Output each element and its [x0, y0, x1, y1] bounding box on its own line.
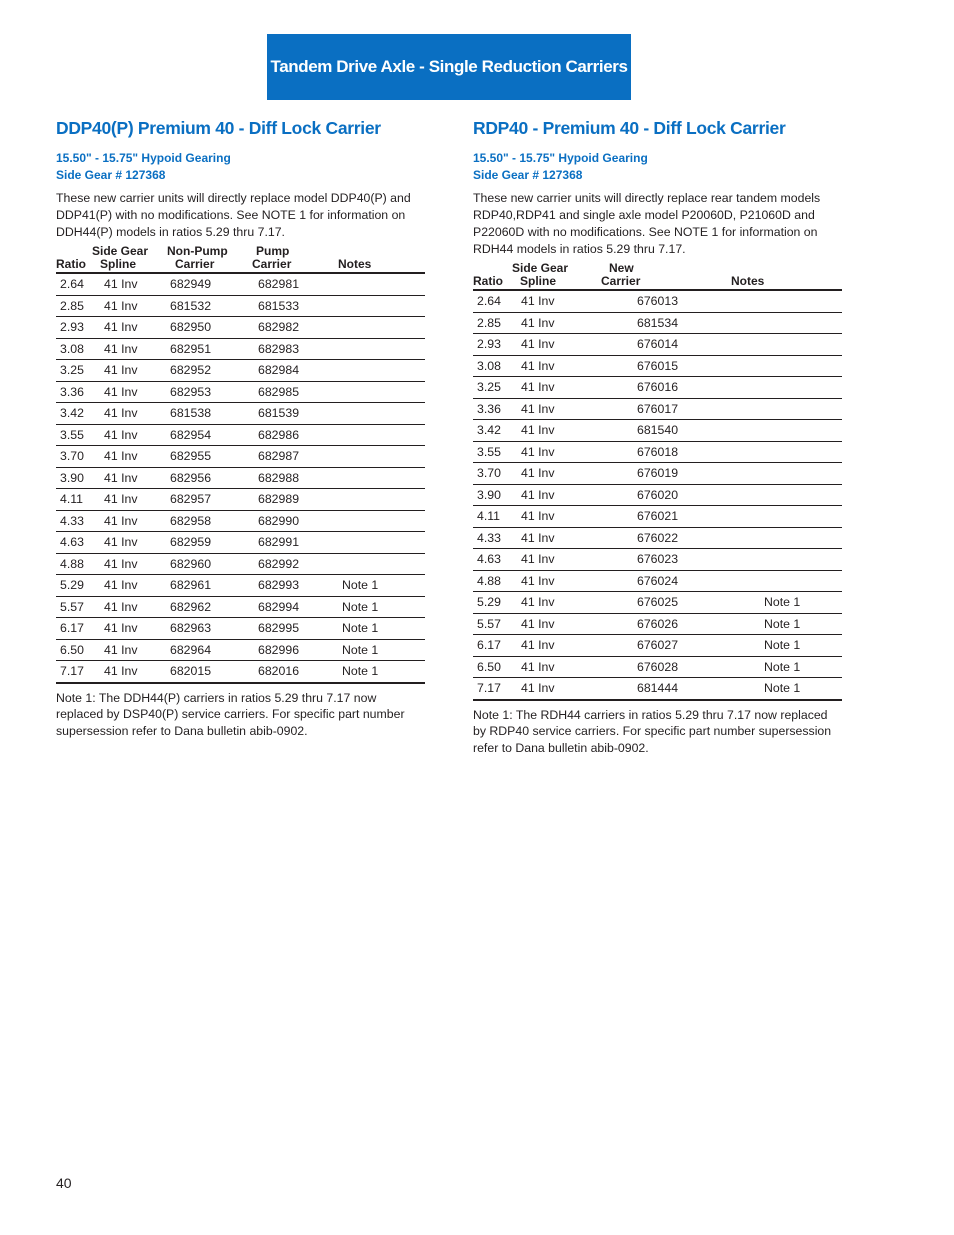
- cell-ratio: 5.29: [473, 592, 509, 614]
- cell-pump: 681533: [248, 295, 332, 317]
- cell-spline: 41 Inv: [509, 506, 601, 528]
- cell-nonpump: 682953: [162, 381, 248, 403]
- cell-ratio: 2.93: [56, 317, 92, 339]
- cell-spline: 41 Inv: [509, 549, 601, 571]
- cell-notes: [332, 424, 425, 446]
- cell-notes: [332, 360, 425, 382]
- cell-ratio: 4.63: [473, 549, 509, 571]
- cell-ratio: 6.17: [473, 635, 509, 657]
- cell-spline: 41 Inv: [92, 446, 162, 468]
- cell-ratio: 2.64: [473, 290, 509, 312]
- cell-spline: 41 Inv: [92, 575, 162, 597]
- cell-nonpump: 681532: [162, 295, 248, 317]
- cell-nonpump: 682961: [162, 575, 248, 597]
- cell-nonpump: 682963: [162, 618, 248, 640]
- cell-carrier: 681540: [601, 420, 714, 442]
- col-header-spline: [92, 245, 162, 273]
- cell-spline: 41 Inv: [92, 295, 162, 317]
- cell-spline: 41 Inv: [92, 424, 162, 446]
- right-gearing-label: 15.50" - 15.75" Hypoid Gearing: [473, 151, 648, 165]
- cell-carrier: 676025: [601, 592, 714, 614]
- table-row: [56, 446, 425, 468]
- header-label: Ratio: [56, 257, 86, 271]
- cell-notes: [332, 338, 425, 360]
- right-description: These new carrier units will directly replace rear tandem models RDP40,RDP41 and single axle model P20060D, P21060D and P22060D with no modifications. See NOTE 1 for information on RDH44 models in ratios 5.29 thru 7.17.: [473, 191, 821, 256]
- page-number: 40: [56, 1175, 72, 1191]
- cell-nonpump: 682962: [162, 596, 248, 618]
- cell-ratio: 3.55: [56, 424, 92, 446]
- cell-spline: 41 Inv: [92, 596, 162, 618]
- table-row: [56, 532, 425, 554]
- cell-nonpump: 681538: [162, 403, 248, 425]
- cell-pump: 682016: [248, 661, 332, 683]
- table-row: [473, 334, 842, 356]
- table-row: [56, 403, 425, 425]
- table-row: [473, 420, 842, 442]
- cell-pump: 682996: [248, 639, 332, 661]
- cell-nonpump: 682957: [162, 489, 248, 511]
- cell-ratio: 2.64: [56, 273, 92, 295]
- cell-spline: 41 Inv: [92, 553, 162, 575]
- cell-pump: 682988: [248, 467, 332, 489]
- table-row: [473, 441, 842, 463]
- left-section: [56, 116, 426, 739]
- cell-spline: 41 Inv: [509, 635, 601, 657]
- cell-pump: 682995: [248, 618, 332, 640]
- cell-notes: [332, 446, 425, 468]
- cell-notes: [714, 334, 842, 356]
- cell-ratio: 3.08: [473, 355, 509, 377]
- cell-ratio: 6.50: [473, 656, 509, 678]
- cell-carrier: 676014: [601, 334, 714, 356]
- left-gearing-label: 15.50" - 15.75" Hypoid Gearing: [56, 151, 231, 165]
- table-row: [473, 656, 842, 678]
- right-carrier-table: [473, 262, 842, 701]
- cell-notes: Note 1: [332, 618, 425, 640]
- right-section: [473, 116, 843, 756]
- cell-spline: 41 Inv: [92, 317, 162, 339]
- cell-notes: [714, 312, 842, 334]
- cell-ratio: 5.57: [56, 596, 92, 618]
- col-header-pump: [248, 245, 332, 273]
- cell-notes: Note 1: [714, 678, 842, 700]
- cell-notes: [332, 489, 425, 511]
- table-row: [473, 312, 842, 334]
- cell-pump: 682983: [248, 338, 332, 360]
- cell-nonpump: 682950: [162, 317, 248, 339]
- col-header-notes: [714, 262, 842, 290]
- cell-carrier: 676021: [601, 506, 714, 528]
- header-label: Non-Pump: [167, 244, 228, 258]
- table-row: [56, 381, 425, 403]
- header-label: Carrier: [601, 274, 641, 288]
- cell-carrier: 676026: [601, 613, 714, 635]
- table-row: [56, 295, 425, 317]
- table-row: [56, 338, 425, 360]
- cell-spline: 41 Inv: [92, 273, 162, 295]
- col-header-spline: [509, 262, 601, 290]
- table-row: [473, 463, 842, 485]
- cell-spline: 41 Inv: [509, 334, 601, 356]
- cell-spline: 41 Inv: [509, 463, 601, 485]
- cell-pump: 682991: [248, 532, 332, 554]
- cell-carrier: 676016: [601, 377, 714, 399]
- table-row: [56, 489, 425, 511]
- table-row: [56, 467, 425, 489]
- table-row: [473, 570, 842, 592]
- cell-spline: 41 Inv: [509, 678, 601, 700]
- cell-notes: [714, 420, 842, 442]
- table-row: [56, 661, 425, 683]
- cell-ratio: 6.17: [56, 618, 92, 640]
- cell-ratio: 4.63: [56, 532, 92, 554]
- table-header-row: [473, 262, 842, 290]
- cell-spline: 41 Inv: [509, 398, 601, 420]
- cell-carrier: 676020: [601, 484, 714, 506]
- cell-nonpump: 682959: [162, 532, 248, 554]
- left-description: These new carrier units will directly replace model DDP40(P) and DDP41(P) with no modifications. See NOTE 1 for information on DDH44(P) models in ratios 5.29 thru 7.17.: [56, 191, 411, 239]
- cell-notes: [714, 570, 842, 592]
- cell-notes: [332, 381, 425, 403]
- cell-ratio: 4.11: [56, 489, 92, 511]
- cell-ratio: 3.25: [56, 360, 92, 382]
- table-row: [473, 355, 842, 377]
- banner-title: Tandem Drive Axle - Single Reduction Carriers: [270, 57, 628, 76]
- cell-ratio: 3.42: [473, 420, 509, 442]
- cell-pump: 682985: [248, 381, 332, 403]
- cell-ratio: 2.85: [473, 312, 509, 334]
- cell-carrier: 676024: [601, 570, 714, 592]
- cell-ratio: 3.90: [473, 484, 509, 506]
- cell-notes: [332, 295, 425, 317]
- cell-spline: 41 Inv: [92, 661, 162, 683]
- cell-pump: 682993: [248, 575, 332, 597]
- cell-notes: Note 1: [332, 596, 425, 618]
- cell-notes: [714, 377, 842, 399]
- cell-spline: 41 Inv: [92, 618, 162, 640]
- cell-ratio: 2.85: [56, 295, 92, 317]
- cell-notes: [714, 506, 842, 528]
- cell-nonpump: 682954: [162, 424, 248, 446]
- cell-notes: [332, 467, 425, 489]
- cell-spline: 41 Inv: [509, 527, 601, 549]
- left-carrier-table: [56, 245, 425, 684]
- cell-pump: 682982: [248, 317, 332, 339]
- cell-nonpump: 682964: [162, 639, 248, 661]
- cell-ratio: 5.57: [473, 613, 509, 635]
- col-header-nonpump: [162, 245, 248, 273]
- cell-notes: [714, 463, 842, 485]
- header-label: Side Gear: [512, 261, 569, 275]
- cell-nonpump: 682015: [162, 661, 248, 683]
- cell-ratio: 5.29: [56, 575, 92, 597]
- table-row: [473, 484, 842, 506]
- cell-spline: 41 Inv: [92, 489, 162, 511]
- header-label: Notes: [338, 257, 372, 271]
- cell-carrier: 676028: [601, 656, 714, 678]
- cell-ratio: 7.17: [56, 661, 92, 683]
- cell-ratio: 4.33: [473, 527, 509, 549]
- cell-notes: [332, 403, 425, 425]
- cell-spline: 41 Inv: [92, 338, 162, 360]
- table-row: [56, 317, 425, 339]
- cell-carrier: 676022: [601, 527, 714, 549]
- cell-carrier: 676013: [601, 290, 714, 312]
- cell-notes: [332, 510, 425, 532]
- cell-notes: Note 1: [714, 592, 842, 614]
- table-row: [56, 424, 425, 446]
- cell-spline: 41 Inv: [92, 360, 162, 382]
- cell-ratio: 6.50: [56, 639, 92, 661]
- col-header-ratio: [473, 262, 509, 290]
- table-row: [473, 613, 842, 635]
- cell-nonpump: 682956: [162, 467, 248, 489]
- cell-carrier: 676018: [601, 441, 714, 463]
- table-row: [473, 527, 842, 549]
- cell-ratio: 3.25: [473, 377, 509, 399]
- cell-pump: 682987: [248, 446, 332, 468]
- header-label: Carrier: [252, 257, 292, 271]
- cell-spline: 41 Inv: [92, 532, 162, 554]
- cell-notes: [714, 398, 842, 420]
- cell-carrier: 681534: [601, 312, 714, 334]
- header-label: Spline: [520, 274, 557, 288]
- cell-spline: 41 Inv: [92, 639, 162, 661]
- cell-notes: Note 1: [714, 656, 842, 678]
- table-row: [56, 596, 425, 618]
- cell-ratio: 3.90: [56, 467, 92, 489]
- header-label: Ratio: [473, 274, 503, 288]
- table-row: [473, 290, 842, 312]
- cell-spline: 41 Inv: [509, 441, 601, 463]
- table-row: [56, 553, 425, 575]
- header-label: Carrier: [175, 257, 215, 271]
- right-note: Note 1: The RDH44 carriers in ratios 5.29 thru 7.17 now replaced by RDP40 service carriers. For specific part number supersession refer to Dana bulletin abib-0902.: [473, 707, 832, 755]
- cell-notes: Note 1: [714, 613, 842, 635]
- left-note: Note 1: The DDH44(P) carriers in ratios 5.29 thru 7.17 now replaced by DSP40(P) service carriers. For specific part number supersession refer to Dana bulletin abib-0902.: [56, 690, 405, 738]
- left-section-title: DDP40(P) Premium 40 - Diff Lock Carrier: [56, 118, 381, 138]
- table-row: [56, 575, 425, 597]
- cell-notes: [332, 273, 425, 295]
- cell-carrier: 676015: [601, 355, 714, 377]
- cell-spline: 41 Inv: [509, 312, 601, 334]
- table-row: [473, 635, 842, 657]
- col-header-ratio: [56, 245, 92, 273]
- cell-spline: 41 Inv: [92, 510, 162, 532]
- cell-ratio: 3.36: [473, 398, 509, 420]
- cell-notes: [714, 549, 842, 571]
- cell-ratio: 4.88: [56, 553, 92, 575]
- cell-ratio: 3.08: [56, 338, 92, 360]
- cell-spline: 41 Inv: [92, 467, 162, 489]
- cell-spline: 41 Inv: [509, 484, 601, 506]
- cell-notes: Note 1: [332, 575, 425, 597]
- cell-notes: [332, 532, 425, 554]
- right-section-title: RDP40 - Premium 40 - Diff Lock Carrier: [473, 118, 786, 138]
- cell-pump: 682986: [248, 424, 332, 446]
- cell-spline: 41 Inv: [509, 570, 601, 592]
- cell-spline: 41 Inv: [92, 381, 162, 403]
- table-row: [56, 273, 425, 295]
- page-banner: [267, 34, 631, 100]
- cell-pump: 682989: [248, 489, 332, 511]
- cell-ratio: 3.42: [56, 403, 92, 425]
- header-label: Spline: [100, 257, 137, 271]
- cell-ratio: 7.17: [473, 678, 509, 700]
- cell-ratio: 4.11: [473, 506, 509, 528]
- cell-spline: 41 Inv: [509, 355, 601, 377]
- cell-ratio: 3.36: [56, 381, 92, 403]
- cell-pump: 682990: [248, 510, 332, 532]
- header-label: Notes: [731, 274, 765, 288]
- cell-spline: 41 Inv: [509, 290, 601, 312]
- cell-notes: [332, 317, 425, 339]
- cell-pump: 681539: [248, 403, 332, 425]
- cell-spline: 41 Inv: [509, 592, 601, 614]
- table-row: [473, 377, 842, 399]
- cell-notes: Note 1: [332, 639, 425, 661]
- cell-ratio: 2.93: [473, 334, 509, 356]
- col-header-new-carrier: [601, 262, 714, 290]
- cell-notes: Note 1: [714, 635, 842, 657]
- cell-notes: Note 1: [332, 661, 425, 683]
- cell-ratio: 3.55: [473, 441, 509, 463]
- cell-ratio: 4.88: [473, 570, 509, 592]
- cell-nonpump: 682960: [162, 553, 248, 575]
- header-label: New: [609, 261, 634, 275]
- header-label: Side Gear: [92, 244, 149, 258]
- cell-spline: 41 Inv: [92, 403, 162, 425]
- right-side-gear-label: Side Gear # 127368: [473, 168, 583, 182]
- cell-ratio: 3.70: [473, 463, 509, 485]
- header-label: Pump: [256, 244, 290, 258]
- col-header-notes: [332, 245, 425, 273]
- cell-pump: 682984: [248, 360, 332, 382]
- cell-pump: 682992: [248, 553, 332, 575]
- cell-pump: 682994: [248, 596, 332, 618]
- table-row: [56, 618, 425, 640]
- cell-nonpump: 682958: [162, 510, 248, 532]
- cell-carrier: 676027: [601, 635, 714, 657]
- cell-notes: [332, 553, 425, 575]
- table-row: [473, 506, 842, 528]
- cell-carrier: 681444: [601, 678, 714, 700]
- table-row: [473, 592, 842, 614]
- cell-nonpump: 682952: [162, 360, 248, 382]
- cell-spline: 41 Inv: [509, 613, 601, 635]
- cell-nonpump: 682949: [162, 273, 248, 295]
- cell-notes: [714, 441, 842, 463]
- table-row: [473, 398, 842, 420]
- left-side-gear-label: Side Gear # 127368: [56, 168, 166, 182]
- cell-notes: [714, 484, 842, 506]
- cell-spline: 41 Inv: [509, 377, 601, 399]
- table-row: [473, 678, 842, 700]
- table-row: [56, 510, 425, 532]
- cell-notes: [714, 527, 842, 549]
- cell-notes: [714, 355, 842, 377]
- cell-ratio: 4.33: [56, 510, 92, 532]
- cell-notes: [714, 290, 842, 312]
- cell-spline: 41 Inv: [509, 420, 601, 442]
- table-row: [56, 639, 425, 661]
- cell-ratio: 3.70: [56, 446, 92, 468]
- table-row: [473, 549, 842, 571]
- cell-carrier: 676023: [601, 549, 714, 571]
- cell-carrier: 676019: [601, 463, 714, 485]
- cell-nonpump: 682951: [162, 338, 248, 360]
- cell-nonpump: 682955: [162, 446, 248, 468]
- table-header-row: [56, 245, 425, 273]
- table-row: [56, 360, 425, 382]
- cell-pump: 682981: [248, 273, 332, 295]
- cell-carrier: 676017: [601, 398, 714, 420]
- cell-spline: 41 Inv: [509, 656, 601, 678]
